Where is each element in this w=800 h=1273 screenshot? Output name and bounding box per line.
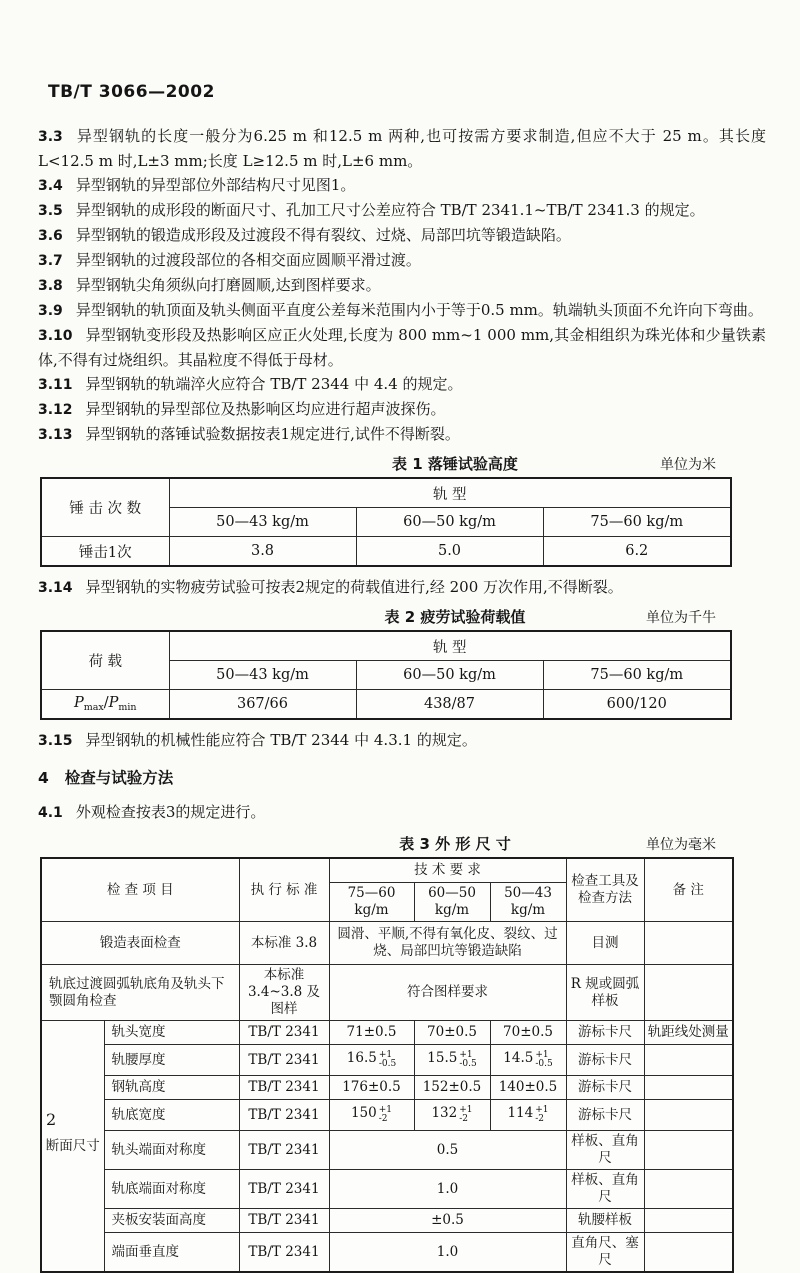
table3-external-dimensions [40, 857, 734, 1273]
t1-rowlabel-cell: 锤击1次 [41, 537, 169, 567]
p-subscript: max [83, 702, 104, 713]
t3-value-cell: 71±0.5 [329, 1021, 414, 1045]
clause-text: 外观检查按表3的规定进行。 [75, 803, 266, 821]
clause-text: 异型钢轨的成形段的断面尺寸、孔加工尺寸公差应符合 TB/T 2341.1~TB/T 2341.3 的规定。 [75, 201, 705, 219]
doc-code: TB/T 3066—2002 [48, 82, 215, 102]
p-subscript: min [118, 702, 137, 713]
t3-standard-cell: 本标准 3.4~3.8 及图样 [239, 965, 329, 1021]
clause-text: 异型钢轨变形段及热影响区应正火处理,长度为 800 mm~1 000 mm,其金相组织为珠光体和少量铁素体,不得有过烧组织。其晶粒度不得低于母材。 [38, 326, 766, 369]
t3-item-cell: 轨腰厚度 [104, 1045, 239, 1076]
tolerance-upper: +1 [535, 1104, 549, 1115]
t3-value-cell: 70±0.5 [414, 1021, 490, 1045]
tolerance-limits [535, 1106, 548, 1125]
p-symbol: P [108, 695, 119, 711]
clause-number: 3.13 [38, 427, 73, 443]
t3-item-cell: 轨底宽度 [104, 1100, 239, 1131]
t2-type-cell: 60—50 kg/m [356, 661, 543, 690]
t3-value-cell: 1.0 [329, 1233, 566, 1273]
clause-3-12 [38, 397, 766, 422]
section-number: 4 [38, 769, 49, 787]
clause-text: 异型钢轨的长度一般分为6.25 m 和12.5 m 两种,也可按需方要求制造,但应不大于 25 m。其长度 L<12.5 m 时,L±3 mm;长度 L≥12.5 m 时,L±6 mm。 [38, 127, 766, 170]
t3-header-tool: 检查工具及检查方法 [566, 858, 644, 922]
clause-text: 异型钢轨的过渡段部位的各相交面应圆顺平滑过渡。 [75, 251, 421, 269]
table2-block [40, 606, 766, 720]
t3-req-cell: 符合图样要求 [329, 965, 566, 1021]
t3-standard-cell: TB/T 2341 [239, 1170, 329, 1209]
tolerance-upper: +1 [378, 1049, 393, 1060]
t3-note-cell [644, 1170, 733, 1209]
clause-number: 3.9 [38, 303, 63, 319]
table3-caption [40, 833, 730, 857]
t3-tool-cell: 样板、直角尺 [566, 1170, 644, 1209]
t3-header-type: 50—43 kg/m [490, 883, 566, 922]
table2-title: 表 2 疲劳试验荷载值 [384, 608, 526, 626]
t3-header-standard: 执 行 标 准 [239, 858, 329, 922]
table3-title: 表 3 外 形 尺 寸 [399, 835, 511, 853]
t3-tool-cell: 样板、直角尺 [566, 1131, 644, 1170]
clause-3-6 [38, 223, 766, 248]
clause-4-1 [38, 800, 766, 825]
clause-number: 3.8 [38, 278, 63, 294]
clause-number: 4.1 [38, 805, 63, 821]
t3-item-cell: 轨底端面对称度 [104, 1170, 239, 1209]
table2-fatigue-load [40, 630, 732, 720]
t3-standard-cell: TB/T 2341 [239, 1209, 329, 1233]
clause-text: 异型钢轨的实物疲劳试验可按表2规定的荷载值进行,经 200 万次作用,不得断裂。 [85, 578, 623, 596]
t2-type-cell: 75—60 kg/m [543, 661, 731, 690]
table1-drop-hammer-test [40, 477, 732, 567]
clause-3-3 [38, 124, 766, 173]
t3-value-cell: ±0.5 [329, 1209, 566, 1233]
t3-header-type: 75—60 kg/m [329, 883, 414, 922]
tolerance-upper: +1 [459, 1104, 473, 1115]
t1-value-cell: 6.2 [543, 537, 731, 567]
tolerance-base: 150 [350, 1105, 377, 1122]
clause-number: 3.12 [38, 402, 73, 418]
t3-standard-cell: TB/T 2341 [239, 1076, 329, 1100]
tolerance-lower: -0.5 [535, 1059, 553, 1070]
tolerance-limits [379, 1106, 392, 1125]
clause-number: 3.5 [38, 203, 63, 219]
section-4-heading [38, 766, 766, 788]
t3-tool-cell: 轨腰样板 [566, 1209, 644, 1233]
t3-value-cell: 176±0.5 [329, 1076, 414, 1100]
clause-text: 异型钢轨的轨端淬火应符合 TB/T 2344 中 4.4 的规定。 [85, 375, 463, 393]
t3-value-cell: 152±0.5 [414, 1076, 490, 1100]
clause-3-5 [38, 198, 766, 223]
clause-text: 异型钢轨的锻造成形段及过渡段不得有裂纹、过烧、局部凹坑等锻造缺陷。 [75, 226, 571, 244]
t1-type-cell: 50—43 kg/m [169, 508, 356, 537]
t3-value-cell: 0.5 [329, 1131, 566, 1170]
t3-note-cell [644, 922, 733, 965]
clause-number: 3.11 [38, 377, 73, 393]
t3-tool-cell: 游标卡尺 [566, 1021, 644, 1045]
tolerance-base: 15.5 [427, 1050, 458, 1067]
table2-caption [40, 606, 730, 630]
t3-standard-cell: 本标准 3.8 [239, 922, 329, 965]
tolerance-lower: -2 [378, 1114, 388, 1125]
clause-3-11 [38, 372, 766, 397]
t3-note-cell [644, 1100, 733, 1131]
tolerance-upper: +1 [535, 1049, 549, 1060]
clause-text: 异型钢轨的异型部位及热影响区均应进行超声波探伤。 [85, 400, 446, 418]
t3-value-cell: 1.0 [329, 1170, 566, 1209]
p-symbol: P [73, 695, 84, 711]
clause-text: 异型钢轨的机械性能应符合 TB/T 2344 中 4.3.1 的规定。 [85, 731, 477, 749]
t3-standard-cell: TB/T 2341 [239, 1233, 329, 1273]
clause-3-13 [38, 422, 766, 447]
t3-item-cell: 钢轨高度 [104, 1076, 239, 1100]
t3-item-cell: 锻造表面检查 [41, 922, 239, 965]
t1-rowheader-cell: 锤 击 次 数 [41, 478, 169, 537]
clause-number: 3.7 [38, 253, 63, 269]
clause-text: 异型钢轨尖角须纵向打磨圆顺,达到图样要求。 [75, 276, 381, 294]
t3-item-cell: 轨头端面对称度 [104, 1131, 239, 1170]
t3-item-cell: 轨底过渡圆弧轨底角及轨头下颚圆角检查 [41, 965, 239, 1021]
t2-rowlabel-cell [41, 690, 169, 720]
clause-3-4 [38, 173, 766, 198]
clause-number: 3.6 [38, 228, 63, 244]
clause-3-9 [38, 298, 766, 323]
t3-note-cell: 轨距线处测量 [644, 1021, 733, 1045]
t3-standard-cell: TB/T 2341 [239, 1021, 329, 1045]
tolerance-lower: -2 [535, 1114, 545, 1125]
t3-standard-cell: TB/T 2341 [239, 1045, 329, 1076]
clause-3-7 [38, 248, 766, 273]
t3-value-cell [490, 1045, 566, 1076]
clause-number: 3.14 [38, 580, 73, 596]
page-number: 2 [46, 1110, 57, 1129]
t1-type-cell: 75—60 kg/m [543, 508, 731, 537]
tolerance-upper: +1 [378, 1104, 393, 1115]
tolerance-base: 132 [431, 1105, 458, 1122]
tolerance-base: 16.5 [346, 1050, 377, 1067]
t2-value-cell: 367/66 [169, 690, 356, 720]
clause-3-8 [38, 273, 766, 298]
t2-colgroup-cell: 轨 型 [169, 631, 731, 661]
clause-text: 异型钢轨的落锤试验数据按表1规定进行,试件不得断裂。 [85, 425, 460, 443]
clause-3-10 [38, 323, 766, 372]
t1-value-cell: 5.0 [356, 537, 543, 567]
tolerance-limits [535, 1051, 552, 1070]
t3-tool-cell: R 规或圆弧样板 [566, 965, 644, 1021]
tolerance-limits [459, 1051, 476, 1070]
t3-section-label-cell: 断面尺寸 [41, 1021, 104, 1273]
clause-text: 异型钢轨的异型部位外部结构尺寸见图1。 [75, 176, 356, 194]
t1-colgroup-cell: 轨 型 [169, 478, 731, 508]
t3-note-cell [644, 1076, 733, 1100]
t3-tool-cell: 目测 [566, 922, 644, 965]
tolerance-base: 114 [507, 1105, 534, 1122]
t2-value-cell: 438/87 [356, 690, 543, 720]
t3-note-cell [644, 1209, 733, 1233]
tolerance-upper: +1 [459, 1049, 473, 1060]
t3-value-cell [490, 1100, 566, 1131]
table1-title: 表 1 落锤试验高度 [392, 455, 518, 473]
clause-3-14 [38, 575, 766, 600]
clause-number: 3.10 [38, 328, 73, 344]
clause-number: 3.15 [38, 733, 73, 749]
t3-tool-cell: 直角尺、塞尺 [566, 1233, 644, 1273]
t3-req-cell: 圆滑、平顺,不得有氧化皮、裂纹、过烧、局部凹坑等锻造缺陷 [329, 922, 566, 965]
t3-standard-cell: TB/T 2341 [239, 1100, 329, 1131]
tolerance-lower: -0.5 [378, 1059, 397, 1070]
t3-header-type: 60—50 kg/m [414, 883, 490, 922]
tolerance-lower: -0.5 [459, 1059, 477, 1070]
t3-standard-cell: TB/T 2341 [239, 1131, 329, 1170]
clause-text: 异型钢轨的轨顶面及轨头侧面平直度公差每米范围内小于等于0.5 mm。轨端轨头顶面不允许向下弯曲。 [75, 301, 763, 319]
t3-tool-cell: 游标卡尺 [566, 1076, 644, 1100]
t3-value-cell [329, 1045, 414, 1076]
t3-value-cell [414, 1045, 490, 1076]
t3-header-item: 检 查 项 目 [41, 858, 239, 922]
t1-value-cell: 3.8 [169, 537, 356, 567]
tolerance-limits [459, 1106, 472, 1125]
t3-note-cell [644, 965, 733, 1021]
tolerance-limits [379, 1051, 396, 1070]
t3-item-cell: 轨头宽度 [104, 1021, 239, 1045]
section-title: 检查与试验方法 [64, 769, 174, 787]
t2-value-cell: 600/120 [543, 690, 731, 720]
t3-tool-cell: 游标卡尺 [566, 1045, 644, 1076]
t3-value-cell [329, 1100, 414, 1131]
t2-type-cell: 50—43 kg/m [169, 661, 356, 690]
tolerance-lower: -2 [459, 1114, 469, 1125]
clause-number: 3.4 [38, 178, 63, 194]
t3-note-cell [644, 1233, 733, 1273]
t3-value-cell [414, 1100, 490, 1131]
table1-unit: 单位为米 [660, 457, 716, 473]
t3-header-tech: 技 术 要 求 [329, 858, 566, 883]
t3-item-cell: 夹板安装面高度 [104, 1209, 239, 1233]
table3-block [40, 833, 766, 1273]
t3-value-cell: 70±0.5 [490, 1021, 566, 1045]
table1-block [40, 453, 766, 567]
t3-value-cell: 140±0.5 [490, 1076, 566, 1100]
clause-3-15 [38, 728, 766, 753]
table3-unit: 单位为毫米 [646, 837, 716, 853]
t3-note-cell [644, 1131, 733, 1170]
t3-note-cell [644, 1045, 733, 1076]
t3-item-cell: 端面垂直度 [104, 1233, 239, 1273]
t3-header-note: 备 注 [644, 858, 733, 922]
table1-caption [40, 453, 730, 477]
t3-tool-cell: 游标卡尺 [566, 1100, 644, 1131]
separator: / [103, 695, 109, 711]
clause-number: 3.3 [38, 129, 63, 145]
t1-type-cell: 60—50 kg/m [356, 508, 543, 537]
t2-rowheader-cell: 荷 载 [41, 631, 169, 690]
table2-unit: 单位为千牛 [646, 610, 716, 626]
tolerance-base: 14.5 [503, 1050, 534, 1067]
